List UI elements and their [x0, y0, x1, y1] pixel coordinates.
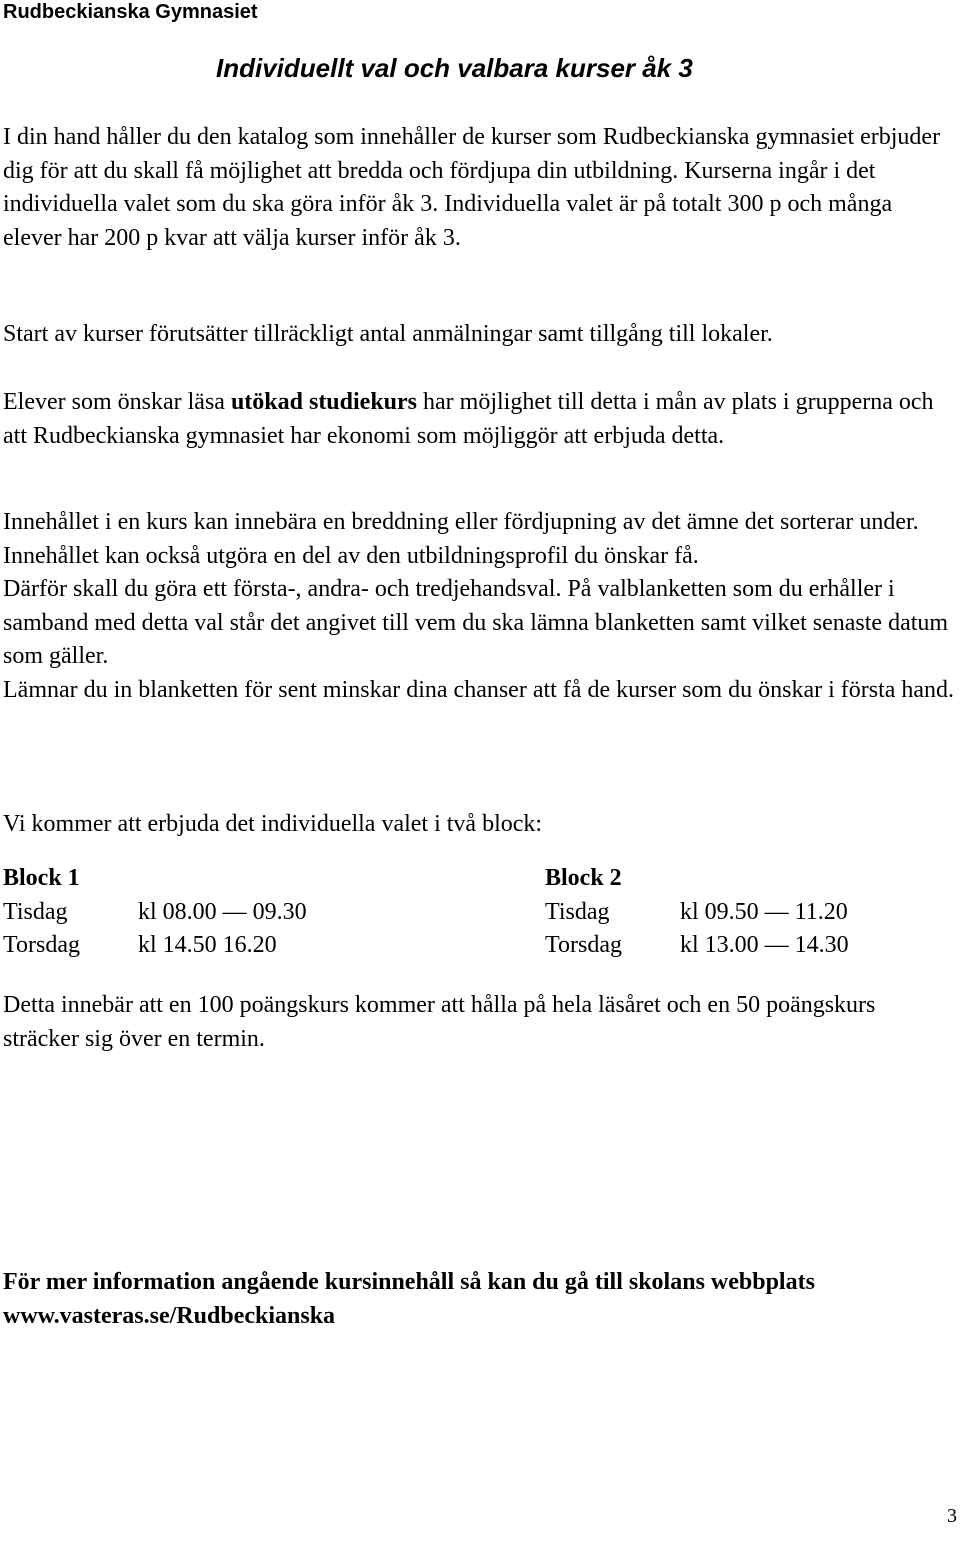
- course-duration-paragraph: Detta innebär att en 100 poängskurs kommer att hålla på hela läsåret och en 50 poängskurs sträcker sig över en termin.: [3, 992, 876, 1052]
- schedule-time: kl 13.00 — 14.30: [680, 932, 849, 958]
- choice-order-paragraph: Därför skall du göra ett första-, andra- och tredjehandsval. På valblanketten som du erhåller i samband med detta val står det angivet till vem du ska lämna blanketten samt vilket senaste datum som gäller.: [3, 576, 949, 669]
- schedule-time: kl 14.50 16.20: [138, 932, 277, 958]
- page-number: 3: [947, 1505, 957, 1527]
- course-start-paragraph: Start av kurser förutsätter tillräckligt antal anmälningar samt tillgång till lokaler.: [3, 321, 773, 347]
- schedule-row: [3, 929, 307, 963]
- schedule-row: [545, 896, 849, 930]
- document-title: Individuellt val och valbara kurser åk 3: [216, 53, 693, 83]
- course-content-section: [3, 506, 955, 707]
- block-heading: Block 1: [3, 865, 80, 891]
- schedule-time: kl 08.00 — 09.30: [138, 898, 307, 925]
- course-content-paragraph: Innehållet i en kurs kan innebära en breddning eller fördjupning av det ämne det sorterar under. Innehållet kan också utgöra en del av den utbildningsprofil du önskar få.: [3, 509, 919, 569]
- school-name-header: Rudbeckianska Gymnasiet: [3, 1, 258, 23]
- blocks-intro-paragraph: Vi kommer att erbjuda det individuella valet i två block:: [3, 811, 543, 837]
- schedule-day: Tisdag: [545, 898, 610, 925]
- extended-study-text-after: har möjlighet till detta i mån av plats i grupperna och att Rudbeckianska gymnasiet har ekonomi som möjliggör att erbjuda detta.: [3, 389, 934, 449]
- extended-study-term: utökad studiekurs: [230, 389, 418, 415]
- extended-study-text-before: Elever som önskar läsa: [3, 389, 231, 415]
- schedule-day: Torsdag: [545, 932, 622, 958]
- schedule-day: Torsdag: [3, 932, 80, 958]
- schedule-block-1: [3, 862, 307, 963]
- schedule-block-2: [545, 862, 849, 963]
- schedule-time: kl 09.50 — 11.20: [680, 898, 848, 925]
- schedule-row: [545, 929, 849, 963]
- block-heading: Block 2: [545, 865, 622, 891]
- intro-paragraph: I din hand håller du den katalog som innehåller de kurser som Rudbeckianska gymnasiet erbjuder dig för att du skall få möjlighet att bredda och fördjupa din utbildning. Kurserna ingår i det individuella valet som du ska göra inför åk 3. Individuella valet är på totalt 300 p och många elever har 200 p kvar att välja kurser inför åk 3.: [3, 124, 941, 251]
- late-submission-paragraph: Lämnar du in blanketten för sent minskar dina chanser att få de kurser som du önskar i första hand.: [3, 676, 955, 703]
- more-info-paragraph: För mer information angående kursinnehåll så kan du gå till skolans webbplats www.vasteras.se/Rudbeckianska: [3, 1269, 815, 1329]
- schedule-row: [3, 896, 307, 930]
- extended-study-paragraph: [3, 386, 955, 453]
- schedule-day: Tisdag: [3, 898, 68, 925]
